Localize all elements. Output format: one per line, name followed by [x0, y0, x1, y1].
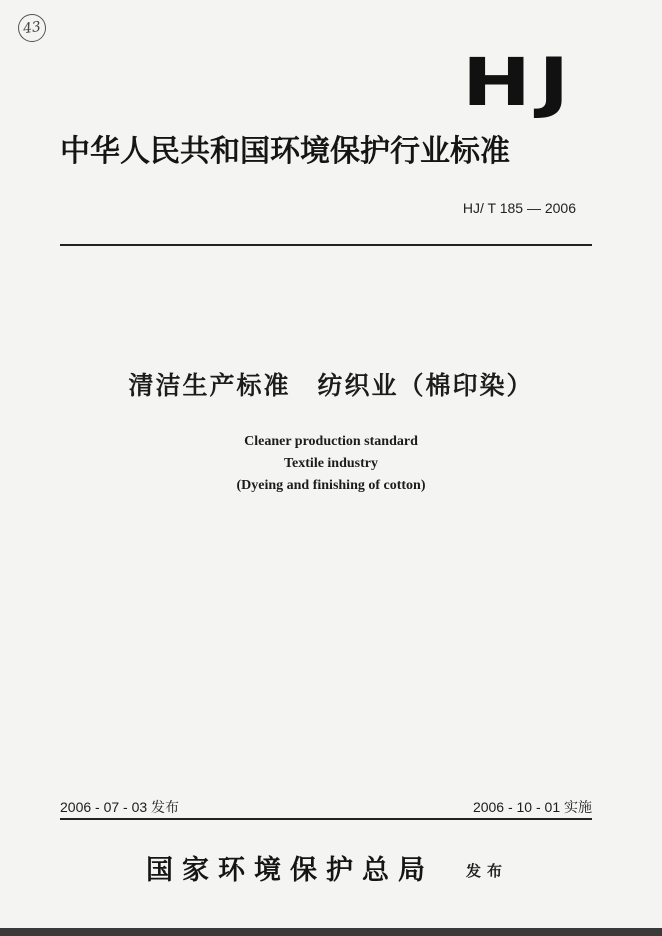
title-en-line2: Textile industry [284, 456, 378, 471]
top-divider [60, 244, 592, 246]
bottom-divider [60, 818, 592, 820]
publisher-name: 国家环境保护总局 [146, 855, 434, 886]
implementation-date: 2006 - 10 - 01 实施 [472, 799, 592, 815]
publish-label: 发布 [466, 862, 509, 880]
standard-code: HJ/ T 185 — 2006 [462, 200, 576, 216]
issue-date: 2006 - 07 - 03 发布 [60, 799, 180, 815]
handwritten-page-number: 43 [16, 12, 48, 44]
document-title-cn: 清洁生产标准 纺织业（棉印染） [128, 371, 534, 400]
standard-category-title: 中华人民共和国环境保护行业标准 [60, 134, 510, 169]
title-en-line3: (Dyeing and finishing of cotton) [236, 478, 426, 493]
document-title-en [0, 431, 662, 497]
scan-edge [0, 928, 662, 936]
title-en-line1: Cleaner production standard [244, 434, 418, 449]
hj-logo: HJ [462, 44, 577, 121]
